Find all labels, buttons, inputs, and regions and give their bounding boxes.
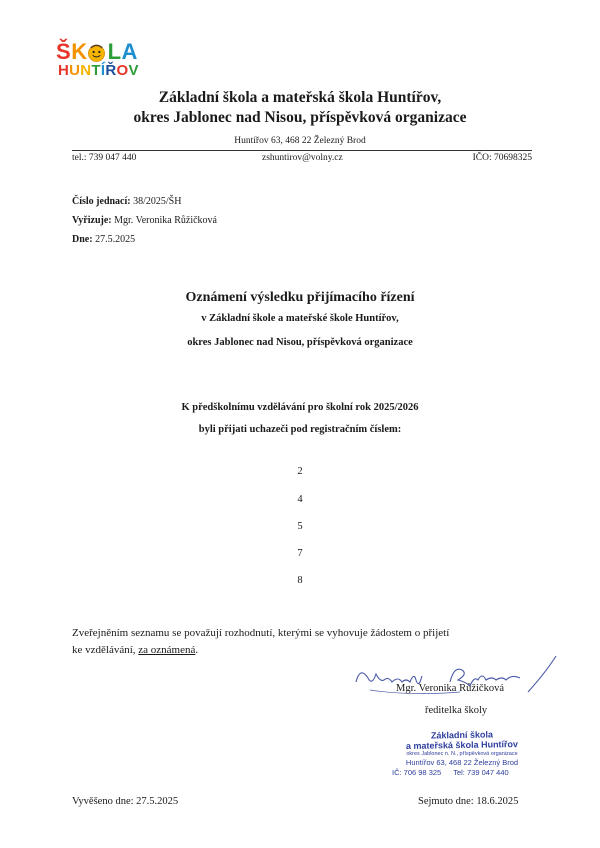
registration-number: 7 <box>297 548 303 559</box>
decision-text-start: ke vzdělávání, <box>72 644 136 656</box>
logo-bottom-letter: Ř <box>105 62 117 79</box>
handler-label: Vyřizuje: <box>72 215 112 226</box>
logo-bottom-letter: Í <box>100 62 106 79</box>
document-date <box>72 234 135 245</box>
logo-bottom-letter: N <box>80 62 92 79</box>
handler-value: Mgr. Veronika Růžičková <box>114 215 217 226</box>
reference-label: Číslo jednací: <box>72 196 131 207</box>
official-stamp <box>382 730 542 778</box>
logo-bottom-letter: V <box>128 62 139 79</box>
registration-number: 8 <box>297 575 303 586</box>
smiley-face-icon <box>87 43 106 62</box>
announcement-line4: byli přijati uchazeči pod registračním číslem: <box>198 424 402 435</box>
date-value: 27.5.2025 <box>95 234 136 245</box>
decision-text-line1: Zveřejněním seznamu se považují rozhodnutí, kterými se vyhovuje žádostem o přijetí <box>72 627 450 639</box>
reference-value: 38/2025/ŠH <box>133 196 182 207</box>
announcement-line3: K předškolnímu vzdělávání pro školní rok 2025/2026 <box>181 402 419 413</box>
registration-number: 2 <box>297 466 303 477</box>
registration-number: 4 <box>297 494 303 505</box>
ico-number: IČO: 70698325 <box>472 153 532 163</box>
stamp-tel: Tel: 739 047 440 <box>453 768 509 777</box>
registration-number: 5 <box>297 521 303 532</box>
date-label: Dne: <box>72 234 93 245</box>
signatory-role: ředitelka školy <box>425 705 488 716</box>
posted-date: Vyvěšeno dne: 27.5.2025 <box>72 796 179 807</box>
school-address: Huntířov 63, 468 22 Železný Brod <box>234 136 366 146</box>
logo-bottom-letter: T <box>91 62 101 79</box>
announcement-line1: v Základní škole a mateřské škole Huntířov, <box>201 313 399 324</box>
logo-letter-s: Š <box>56 39 72 64</box>
stamp-line4: Huntířov 63, 468 22 Železný Brod <box>405 758 519 767</box>
removed-date: Sejmuto dne: 18.6.2025 <box>418 796 519 807</box>
phone-number: tel.: 739 047 440 <box>72 153 137 163</box>
handler <box>72 215 217 226</box>
school-name-line2: okres Jablonec nad Nisou, příspěvková organizace <box>133 109 467 126</box>
decision-text-underlined: za oznámená <box>138 644 196 656</box>
logo-letter-k: K <box>71 39 88 64</box>
stamp-line1: Základní škola <box>430 729 494 741</box>
school-name-line1: Základní škola a mateřská škola Huntířov, <box>158 89 442 106</box>
logo-bottom-letter: O <box>116 62 129 79</box>
logo-letter-a: A <box>121 39 138 64</box>
signatory-name: Mgr. Veronika Růžičková <box>396 683 504 694</box>
stamp-line5 <box>382 768 542 778</box>
stamp-ico: IČ: 706 98 325 <box>392 768 442 777</box>
logo-letter-l: L <box>107 39 122 64</box>
contact-bar <box>72 150 532 165</box>
stamp-line2: a mateřská škola Huntířov <box>405 739 519 751</box>
decision-text-end: . <box>195 644 199 656</box>
school-logo <box>56 40 144 86</box>
stamp-line3: okres Jablonec n. N., příspěvková organizace <box>406 751 518 757</box>
announcement-title: Oznámení výsledku přijímacího řízení <box>185 290 415 305</box>
logo-bottom-text <box>58 62 139 79</box>
announcement-line2: okres Jablonec nad Nisou, příspěvková organizace <box>187 337 413 348</box>
email-address: zshuntirov@volny.cz <box>262 153 343 163</box>
logo-bottom-letter: U <box>69 62 81 79</box>
logo-bottom-letter: H <box>58 62 70 79</box>
reference-number <box>72 196 181 207</box>
